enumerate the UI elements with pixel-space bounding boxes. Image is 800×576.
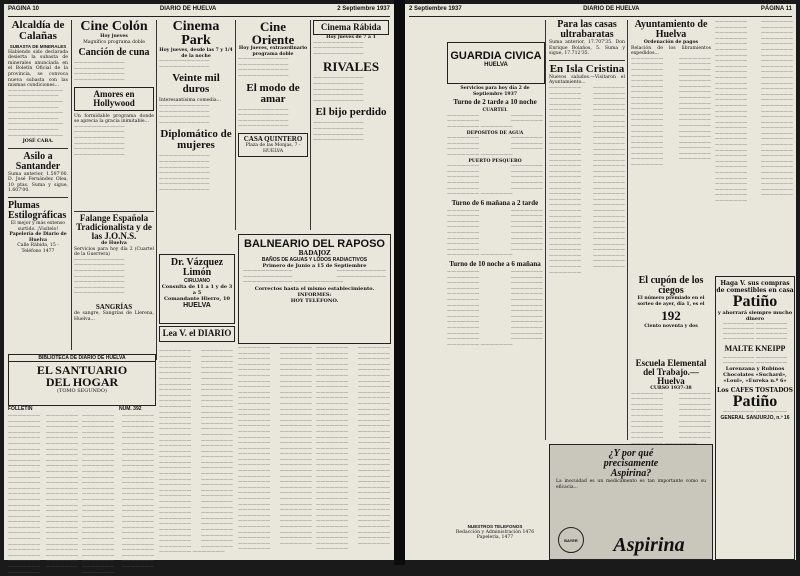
balneario-line3: Correctos hasta el mismo establecimiento.	[254, 285, 375, 292]
cinema-park-line1: Hoy jueves, desde las 7 y 1/4 de la noche	[159, 48, 233, 59]
cinema-park-film1: Veinte mil duros	[172, 72, 220, 96]
patino-cafes: Los CAFES TOSTADOS	[717, 387, 793, 394]
telefonos-title: NUESTROS TELEFONOS	[467, 524, 523, 529]
newspaper-name: DIARIO DE HUELVA	[583, 6, 640, 12]
guardia-turn1: Turno de 2 tarde a 10 noche	[453, 98, 537, 107]
casa-quintero-line: Plaza de las Monjas, 7 - HUELVA	[245, 142, 301, 154]
isla-body: Nuevos saludos.—Visitaron el Ayuntamiento...	[549, 74, 625, 86]
balneario-line5: HOY TELÉFONO.	[290, 297, 339, 304]
alcaldia-subtitle: SUBASTA DE MINERALES	[9, 44, 67, 49]
folletin-number: NUM. 392	[119, 406, 142, 412]
cine-colon-film2: Amores en Hollywood	[74, 87, 154, 111]
patino-line1: Haga V. sus compras de comestibles en casa	[716, 280, 794, 294]
cinema-park-title: Cinema Park	[172, 19, 220, 48]
plumas-line3: Calle Rábida, 15 - Teléfono 1477	[17, 243, 59, 255]
sangrias-ad	[74, 304, 154, 352]
aspirina-ad	[549, 444, 713, 560]
casas-title: Para las casas ultrabaratas	[557, 19, 617, 40]
issue-date: 2 Septiembre 1937	[409, 6, 462, 12]
guardia-services: Servicios para hoy día 2 de Septiembre 1937 Turno de 2 tarde a 10 noche CUARTEL ——————— ——————— ——————— ——————— ——————— ——————— DEPOSITOS DE AGUA ——————— ——————— ——————— ——————— ——————— ——————— ——————— ——————— PUERTO PESQUERO ——————— ——————— ——————— ——————— ——————— ——————— ——————— ——————— ——————— ——————— ——————— ——————— Turno de 6 mañana a 2 tarde ——————— ——————— ——————— ——————— ——————— ——————— ——————— ——————— ——————— ——————— ——————— ——————— ——————— ——————— ——————— ——————— ——————— ——————— Turno de 10 noche a 6 mañana ——————— ——————— ——————— ——————— ——————— ——————— ——————— ——————— ——————— ——————— ——————— ——————— ——————— ——————— ——————— ——————— ——————— ——————— ——————— ——————— ——————— ——————— ——————— ——————— ——————— ——————— ——————— ———————	[447, 86, 543, 348]
cine-oriente-film1: El modo de amar	[246, 81, 300, 105]
casas-isla-column: Para las casas ultrabaratas Suma anterior, 17.707'35. Don Enrique Bolaños, 5. Suma y sigue, 17.712'35. En Isla Cristina Nuevos saludos.—Visitaron el Ayuntamiento... ——————— ——————— ——————— ——————— ——————— ——————— ——————— ——————— ——————— ——————— ——————— ——————— ——————— ——————— ——————— ——————— ——————— ——————— ——————— ——————— ——————— ——————— ——————— ——————— ——————— ——————— ——————— ——————— ——————— ——————— ——————— ——————— ——————— ——————— ——————— ——————— ——————— ——————— ——————— ——————— ——————— ——————— ——————— ——————— ——————— ——————— ——————— ——————— ——————— ——————— ——————— ——————— ——————— ——————— ——————— ——————— ——————— ——————— ——————— ——————— ——————— ——————— ——————— ——————— ——————— ——————— ———————	[549, 19, 625, 276]
escuela-title: Escuela Elemental del Trabajo.—Huelva	[635, 358, 707, 386]
guardia-subtitle: HUELVA	[484, 62, 508, 68]
cupon-line2: Ciento noventa y dos	[644, 324, 698, 330]
cupon-title: El cupón de los ciegos	[638, 275, 704, 296]
right-page	[405, 4, 796, 560]
vazquez-title: Dr. Vázquez Limón	[170, 257, 224, 278]
alcaldia-body: Habiendo sido declarada desierta la subasta de minerales anunciada en el Boletín Oficial de la provincia, se convoca nueva subasta con las mismas condiciones...	[8, 49, 68, 89]
folletin-label: FOLLETIN	[8, 406, 33, 412]
cine-colon-line1: Hoy jueves	[100, 34, 128, 39]
cine-colon-title: Cine Colón	[80, 19, 148, 34]
plumas-title: Plumas Estilográficas	[8, 200, 67, 222]
left-page	[4, 4, 394, 576]
aspirina-body: La inocuidad es un medicamento es tan importante como su eficacia...	[556, 479, 706, 490]
sangrias-body: de sangre, Sangrías de Llerena, Huelva...	[74, 311, 154, 322]
cinema-park-ad: Cinema Park Hoy jueves, desde las 7 y 1/4 de la noche ——————————— ——————————— Veinte mil duros Interesantísima comedia... ——————————— ——————————— ——————————— ——————————— Diplomático de mujeres ——————————— ——————————— ——————————— ——————————— ——————————— ——————————— ———————————	[159, 19, 233, 193]
serial-column-4: ——————— ——————— ——————— ——————— ——————— ——————— ——————— ——————— ——————— ——————— ——————— ——————— ——————— ——————— ——————— ——————— ——————— ——————— ——————— ——————— ——————— ——————— ——————— ——————— ——————— ——————— ——————— ——————— ——————— ——————— ——————— ——————— ——————— ——————— ——————— ——————— ——————— ——————— ——————— ——————— ——————— ——————— ——————— ——————— ——————— ——————— ——————— ——————— ——————— ——————— ——————— ——————— ——————— ——————— ——————— ——————— ——————— ——————— ——————— ——————— ——————— ——————— ——————— ——————— ——————— ——————— ——————— ——————— ——————— ——————— ——————— ——————— ———————	[238, 346, 312, 553]
newspaper-name: DIARIO DE HUELVA	[159, 6, 217, 12]
alcaldia-filler: ———————————— ——————————— ———————————— ——————————— ———————————— ——————————— ———————————— ——————————— ————————————	[8, 88, 64, 139]
telefonos-box	[447, 524, 543, 558]
escuela-subtitle: CURSO 1937-38	[650, 386, 692, 391]
cupon-ciegos	[631, 276, 711, 356]
asilo-title: Asilo a Santander	[15, 150, 61, 172]
alcaldia-title: Alcaldía de Calañas	[11, 19, 65, 42]
alcaldia-column	[8, 20, 68, 350]
patino-maltex: MALTE KNEIPP	[724, 344, 786, 353]
cinema-park-body: Interesantísima comedia...	[159, 98, 221, 104]
vazquez-city: HUELVA	[183, 302, 211, 309]
santuario-title2: DEL HOGAR	[45, 375, 119, 389]
page-number: PAGINA 10	[8, 6, 40, 12]
cine-colon-line2: Magnífico programa doble	[83, 39, 145, 45]
cinema-rabida-line1: Hoy jueves de 7 a 1	[326, 35, 376, 40]
plumas-line2: Papelería de Diario de Huelva	[9, 232, 67, 243]
patino-name-2: Patiño	[732, 393, 778, 410]
page-number: PÁGINA 11	[760, 6, 792, 12]
telefonos-line1: Redacción y Administración 1476	[455, 529, 535, 535]
ayuntamiento-subtitle: Ordenación de pagos	[643, 40, 699, 45]
cinema-park-film2: Diplomático de mujeres	[160, 128, 232, 152]
aspirina-q2: precisamente	[603, 458, 659, 469]
guardia-title: GUARDIA CIVICA	[450, 50, 542, 62]
serial-column-3: ——————— ——————— ——————— ——————— ——————— ——————— ——————— ——————— ——————— ——————— ——————— ——————— ——————— ——————— ——————— ——————— ——————— ——————— ——————— ——————— ——————— ——————— ——————— ——————— ——————— ——————— ——————— ——————— ——————— ——————— ——————— ——————— ——————— ——————— ——————— ——————— ——————— ——————— ——————— ——————— ——————— ——————— ——————— ——————— ——————— ——————— ——————— ——————— ——————— ——————— ——————— ——————— ——————— ——————— ——————— ——————— ——————— ——————— ——————— ——————— ——————— ——————— ——————— ——————— ——————— ——————— ——————— ——————— ——————— ——————— ——————— ——————— ——————— ———————	[159, 349, 233, 556]
balneario-line1: BAÑOS DE AGUAS Y LODOS RADIACTIVOS	[261, 257, 368, 263]
cine-colon-film1: Canción de cuna	[78, 47, 150, 59]
santuario-header	[8, 354, 156, 406]
serial-column-1: ——————— ——————— ——————— ——————— ——————— ——————— ——————— ——————— ——————— ——————— ——————— ——————— ——————— ——————— ——————— ——————— ——————— ——————— ——————— ——————— ——————— ——————— ——————— ——————— ——————— ——————— ——————— ——————— ——————— ——————— ——————— ——————— ——————— ——————— ——————— ——————— ——————— ——————— ——————— ——————— ——————— ——————— ——————— ——————— ——————— ——————— ——————— ——————— ——————— ——————— ——————— ——————— ——————— ——————— ——————— ——————— ———————	[8, 414, 78, 576]
cine-oriente-ad: Cine Oriente Hoy jueves, extraordinario programa doble ——————————— ——————————— ——————————— ——————————— El modo de amar ——————————— ——————————— ——————————— ——————————— CASA QUINTERO Plaza de las Monjas, 7 - HUELVA	[238, 20, 308, 235]
cine-oriente-line1: Hoy jueves, extraordinario programa doble	[238, 46, 308, 57]
escuela-notice: Escuela Elemental del Trabajo.—Huelva CURSO 1937-38 ——————— ——————— ——————— ——————— ——————— ——————— ——————— ——————— ——————— ——————— ——————— ——————— ——————— ——————— ——————— ——————— ——————— ———————	[631, 358, 711, 442]
falange-title: Falange Española Tradicionalista y de las J.O.N.S.	[76, 213, 152, 241]
cupon-line1: El número premiado en el sorteo de ayer, día 1, es el	[637, 296, 705, 307]
cinema-rabida-film2: El bijo perdido	[315, 106, 387, 119]
santuario-volume: (TOMO SEGUNDO)	[57, 388, 107, 394]
cinema-rabida-title: Cinema Rábida	[313, 20, 389, 35]
right-page-header	[409, 6, 792, 17]
aspirina-q3: Aspirina?	[610, 468, 652, 479]
falange-body: Servicios para hoy día 2 (Cuartel de la Guerrera)	[74, 246, 154, 258]
cine-colon-body: Un formidable programa donde se aprecia la gracia inimitable...	[74, 113, 154, 125]
vazquez-line1: CIRUJANO	[183, 278, 211, 284]
patino-lemons: Lorenzana y Rubinos	[725, 366, 785, 372]
patino-choco: Chocolates «Suchard», «Loul», «Eureka n.º 6»	[723, 372, 787, 384]
falange-subtitle: de Huelva	[101, 241, 127, 246]
vazquez-line2: Consulta de 11 a 1 y de 3 a 5	[161, 284, 233, 296]
asilo-body: Suma anterior, 1.597'00. D. José Fernández Olea, 10 ptas. Suma y sigue, 1.607'00.	[8, 171, 68, 194]
serial-column-2: ——————— ——————— ——————— ——————— ——————— ——————— ——————— ——————— ——————— ——————— ——————— ——————— ——————— ——————— ——————— ——————— ——————— ——————— ——————— ——————— ——————— ——————— ——————— ——————— ——————— ——————— ——————— ——————— ——————— ——————— ——————— ——————— ——————— ——————— ——————— ——————— ——————— ——————— ——————— ——————— ——————— ——————— ——————— ——————— ——————— ——————— ——————— ——————— ——————— ——————— ——————— ——————— ——————— ——————— ——————— ——————— ———————	[82, 414, 154, 576]
patino-line2: y ahorrará siempre mucho dinero	[717, 310, 793, 322]
guardia-turn2: Turno de 6 mañana a 2 tarde	[451, 198, 539, 207]
vazquez-line3: Comandante Hierro, 10	[164, 296, 230, 302]
cine-oriente-title: Cine Oriente	[251, 19, 295, 47]
ayuntamiento-body: Relación de los libramientos expedidos...	[631, 45, 711, 57]
balneario-line4: INFORMES:	[297, 291, 332, 298]
balneario-ad: BALNEARIO DEL RAPOSO BADAJOZ BAÑOS DE AGUAS Y LODOS RADIACTIVOS Primero de Junio a 15 de Septiembre ——————————— ——————————— ——————————— ——————————— ——————————— ——————————— Correctos hasta el mismo establecimiento. INFORMES: HOY TELÉFONO.	[238, 234, 391, 344]
ayuntamiento-column-2: ——————— ——————— ——————— ——————— ——————— ——————— ——————— ——————— ——————— ——————— ——————— ——————— ——————— ——————— ——————— ——————— ——————— ——————— ——————— ——————— ——————— ——————— ——————— ——————— ——————— ——————— ——————— ——————— ——————— ——————— ——————— ——————— ——————— ——————— ——————— ——————— ——————— ——————— ——————— ——————— ——————— ——————— ——————— ——————— ——————— ——————— ——————— ——————— ——————— ——————— ——————— ——————— ——————— ——————— ——————— ——————— ——————— ——————— ——————— ——————— ——————— ——————— ——————— ——————— ———————	[715, 20, 793, 204]
issue-date: 2 Septiembre 1937	[337, 6, 390, 12]
cinema-rabida-ad: Cinema Rábida Hoy jueves de 7 a 1 ——————————— ——————————— ——————————— RIVALES ——————————— ——————————— ——————————— ——————————— ——————————— El bijo perdido ——————————— ——————————— ——————————— ———————————	[313, 20, 389, 235]
cupon-number: 192	[661, 308, 681, 324]
bayer-cross-logo: BAYER	[558, 527, 584, 553]
guardia-turn3: Turno de 10 noche a 6 mañana	[449, 260, 541, 269]
patino-ad: Haga V. sus compras de comestibles en casa Patiño y ahorrará siempre mucho dinero ——————— ——————— ——————— ——————— ——————— ——————— ——————— ——————— MALTE KNEIPP ——————— ——————— ——————— ——————— Lorenzana y Rubinos Chocolates «Suchard», «Loul», «Eureka n.º 6» Los CAFES TOSTADOS Patiño ——————— ——————— GENERAL SANJURJO, n.º 16	[715, 276, 795, 560]
patino-foot: GENERAL SANJURJO, n.º 16	[720, 415, 790, 421]
telefonos-line2: Papelería, 1477	[476, 535, 514, 541]
vazquez-limon-ad	[159, 254, 235, 324]
falange-notice: Falange Española Tradicionalista y de las J.O.N.S. de Huelva Servicios para hoy día 2 (Cuartel de la Guerrera) ——————————— ——————————— ——————————— ——————————— ——————————— ——————————— ———————————	[74, 213, 154, 297]
aspirina-q1: ¿Y por qué	[608, 448, 654, 459]
casa-quintero-title: CASA QUINTERO	[243, 134, 303, 143]
left-page-header	[8, 6, 390, 17]
cine-colon-ad: Cine Colón Hoy jueves Magnífico programa doble Canción de cuna ——————————— ——————————— ——————————— ——————————— Amores en Hollywood Un formidable programa donde se aprecia la gracia inimitable... ——————————— ——————————— ——————————— ——————————— ——————————— ———————————	[74, 19, 154, 158]
page-gutter	[394, 0, 405, 565]
aspirina-brand: Aspirina	[613, 534, 685, 556]
cinema-rabida-film1: RIVALES	[322, 59, 380, 75]
balneario-line2: Primero de Junio a 15 de Septiembre	[262, 263, 367, 269]
plumas-line1: El mejor y más extenso surtido. ¡Visítelo!	[10, 221, 66, 232]
lea-diario-banner: Lea V. el DIARIO	[159, 326, 235, 342]
ayuntamiento-title: Ayuntamiento de Huelva	[634, 19, 708, 40]
santuario-title: EL SANTUARIO	[36, 363, 128, 377]
santuario-label: BIBLIOTECA DE DIARIO DE HUELVA	[9, 355, 155, 362]
casa-quintero-box	[238, 133, 308, 157]
casas-body: Suma anterior, 17.707'35. Don Enrique Bolaños, 5. Suma y sigue, 17.712'35.	[549, 40, 625, 57]
balneario-title: BALNEARIO DEL RAPOSO	[244, 238, 385, 250]
sangrias-title: SANGRÍAS	[95, 303, 133, 311]
ayuntamiento-column: Ayuntamiento de Huelva Ordenación de pagos Relación de los libramientos expedidos... ——————— ——————— ——————— ——————— ——————— ——————— ——————— ——————— ——————— ——————— ——————— ——————— ——————— ——————— ——————— ——————— ——————— ——————— ——————— ——————— ——————— ——————— ——————— ——————— ——————— ——————— ——————— ——————— ——————— ——————— ——————— ——————— ——————— ——————— ——————— ——————— ——————— ——————— ———————	[631, 19, 711, 169]
balneario-subtitle: BADAJOZ	[298, 250, 331, 257]
alcaldia-signature: JOSÉ CABA.	[22, 139, 54, 145]
patino-name: Patiño	[732, 293, 778, 310]
guardia-civica-header	[447, 42, 545, 84]
serial-column-5: ——————— ——————— ——————— ——————— ——————— ——————— ——————— ——————— ——————— ——————— ——————— ——————— ——————— ——————— ——————— ——————— ——————— ——————— ——————— ——————— ——————— ——————— ——————— ——————— ——————— ——————— ——————— ——————— ——————— ——————— ——————— ——————— ——————— ——————— ——————— ——————— ——————— ——————— ——————— ——————— ——————— ——————— ——————— ——————— ——————— ——————— ——————— ——————— ——————— ——————— ——————— ——————— ——————— ——————— ——————— ——————— ——————— ——————— ——————— ——————— ——————— ——————— ——————— ——————— ——————— ——————— ——————— ——————— ——————— ——————— ——————— ——————— ———————	[316, 346, 390, 553]
isla-title: En Isla Cristina	[549, 62, 625, 75]
guardia-services-date: Servicios para hoy día 2 de Septiembre 1937	[460, 86, 530, 97]
